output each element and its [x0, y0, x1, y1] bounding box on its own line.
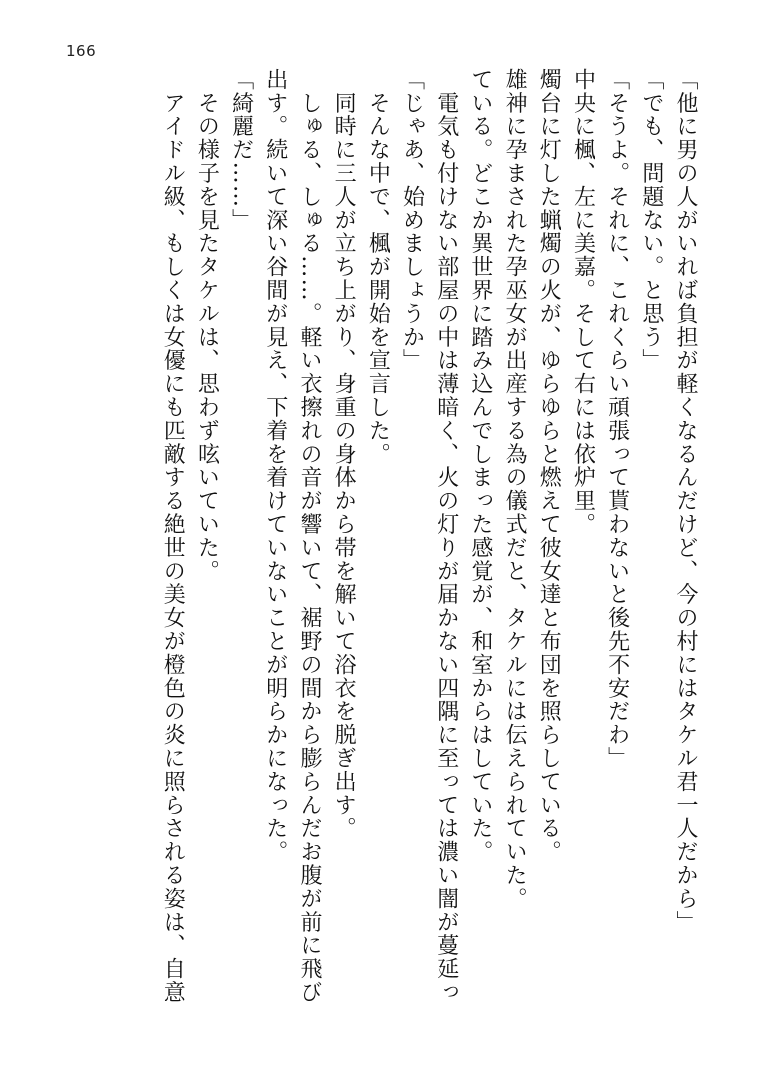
- text-line: しゅる、しゅる……。軽い衣擦れの音が響いて、裾野の間から膨らんだお腹が前に飛び: [296, 68, 322, 1004]
- text-line: 「そうよ。それに、これくらい頑張って貰わないと後先不安だわ」: [604, 68, 630, 770]
- text-line: そんな中で、楓が開始を宣言した。: [365, 68, 391, 466]
- vertical-text-body: [159, 68, 698, 1028]
- text-line: 「他に男の人がいれば負担が軽くなるんだけど、今の村にはタケル君一人だから」: [673, 68, 698, 934]
- text-line: 電気も付けない部屋の中は薄暗く、火の灯りが届かない四隅に至っては濃い闇が蔓延っ: [433, 68, 459, 1004]
- text-line: 燭台に灯した蝋燭の火が、ゆらゆらと燃えて彼女達と布団を照らしている。: [536, 68, 562, 864]
- text-line: 中央に楓、左に美嘉。そして右には依炉里。: [570, 68, 596, 536]
- text-line: 雄神に孕まされた孕巫女が出産する為の儀式だと、タケルには伝えられていた。: [502, 68, 528, 911]
- text-line: その様子を見たタケルは、思わず呟いていた。: [194, 68, 220, 583]
- page-number: 166: [66, 42, 97, 60]
- text-line: 「綺麗だ……」: [228, 68, 254, 232]
- text-line: 「じゃあ、始めましょうか」: [399, 68, 425, 373]
- text-line: 出す。続いて深い谷間が見え、下着を着けていないことが明らかになった。: [262, 68, 288, 864]
- text-line: 同時に三人が立ち上がり、身重の身体から帯を解いて浴衣を脱ぎ出す。: [331, 68, 357, 841]
- text-line: ている。どこか異世界に踏み込んでしまった感覚が、和室からはしていた。: [467, 68, 493, 864]
- text-line: アイドル級、もしくは女優にも匹敵する絶世の美女が橙色の炎に照らされる姿は、自意: [160, 68, 186, 1004]
- text-line: 「でも、問題ない。と思う」: [638, 68, 664, 373]
